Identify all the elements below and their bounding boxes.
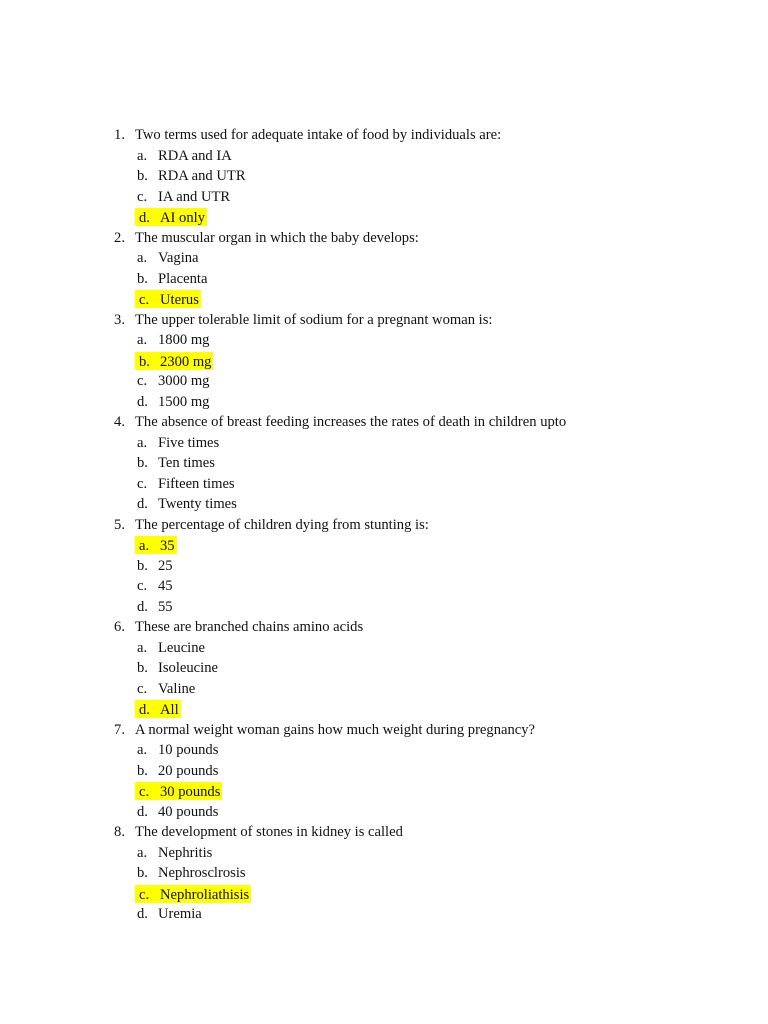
answer-option	[0, 740, 768, 761]
answer-option	[0, 597, 768, 618]
option-letter: c.	[139, 784, 150, 800]
answer-option	[0, 761, 768, 782]
option-letter: b.	[137, 762, 148, 779]
option-letter: d.	[137, 803, 148, 820]
option-letter: b.	[137, 270, 148, 287]
question-text: Two terms used for adequate intake of food by individuals are:	[135, 127, 502, 143]
answer-option	[0, 146, 768, 167]
answer-option	[0, 330, 768, 351]
option-text: RDA and IA	[158, 147, 232, 164]
question-text: The absence of breast feeding increases the rates of death in children upto	[135, 414, 567, 430]
answer-option	[0, 269, 768, 290]
option-text: Placenta	[158, 270, 208, 287]
question-text: These are branched chains amino acids	[135, 619, 364, 635]
option-text: 25	[158, 557, 173, 574]
option-letter: a.	[139, 538, 150, 554]
quiz-document	[0, 125, 768, 925]
answer-highlight	[135, 208, 207, 226]
answer-highlight	[135, 536, 177, 554]
question-number: 2.	[114, 229, 125, 246]
answer-option-highlighted	[0, 535, 768, 556]
option-text: Fifteen times	[158, 475, 235, 492]
question-text: A normal weight woman gains how much weight during pregnancy?	[135, 721, 536, 738]
question-7	[0, 720, 768, 741]
question-2	[0, 228, 768, 249]
option-text: 2300 mg	[160, 353, 212, 370]
option-text: Uterus	[160, 292, 199, 308]
option-letter: c.	[139, 886, 150, 903]
option-text: 1500 mg	[158, 393, 210, 410]
option-text: 55	[158, 598, 173, 615]
question-6	[0, 617, 768, 638]
answer-option	[0, 904, 768, 925]
answer-option	[0, 679, 768, 700]
answer-option	[0, 392, 768, 413]
question-number: 7.	[114, 721, 125, 738]
option-letter: a.	[137, 844, 148, 861]
option-letter: d.	[139, 702, 150, 718]
option-text: 45	[158, 578, 173, 594]
question-4	[0, 412, 768, 433]
answer-option	[0, 863, 768, 884]
question-number: 3.	[114, 311, 125, 328]
answer-option	[0, 166, 768, 187]
answer-highlight	[135, 700, 181, 718]
option-text: Uremia	[158, 906, 202, 922]
answer-option	[0, 248, 768, 269]
option-text: 40 pounds	[158, 803, 219, 820]
option-text: 3000 mg	[158, 373, 210, 389]
option-letter: d.	[137, 906, 148, 922]
option-letter: b.	[137, 455, 148, 471]
option-text: IA and UTR	[158, 188, 231, 205]
option-letter: a.	[137, 639, 148, 656]
option-letter: b.	[137, 557, 148, 574]
answer-option	[0, 453, 768, 474]
answer-option-highlighted	[0, 884, 768, 905]
question-5	[0, 515, 768, 536]
answer-option	[0, 576, 768, 597]
option-letter: b.	[137, 660, 148, 676]
option-text: Valine	[158, 680, 196, 697]
question-3	[0, 310, 768, 331]
option-text: AI only	[160, 210, 205, 226]
option-letter: d.	[137, 598, 148, 615]
question-8	[0, 822, 768, 843]
option-text: Nephrosclrosis	[158, 865, 246, 881]
answer-highlight	[135, 290, 201, 308]
answer-option-highlighted	[0, 207, 768, 228]
option-text: 35	[160, 538, 175, 554]
option-text: All	[160, 702, 179, 718]
answer-option	[0, 802, 768, 823]
option-letter: a.	[137, 250, 148, 266]
option-letter: a.	[137, 332, 148, 348]
option-text: 30 pounds	[160, 784, 221, 800]
option-letter: b.	[139, 353, 150, 370]
option-letter: d.	[139, 210, 150, 226]
question-text: The percentage of children dying from stunting is:	[135, 516, 429, 533]
option-letter: c.	[137, 578, 148, 594]
answer-option	[0, 658, 768, 679]
answer-option	[0, 433, 768, 454]
option-letter: c.	[139, 292, 150, 308]
question-number: 6.	[114, 619, 125, 635]
answer-option	[0, 187, 768, 208]
question-1	[0, 125, 768, 146]
answer-option-highlighted	[0, 781, 768, 802]
option-text: Nephritis	[158, 844, 213, 861]
option-letter: c.	[137, 188, 148, 205]
option-text: Isoleucine	[158, 660, 218, 676]
answer-option	[0, 638, 768, 659]
answer-highlight	[135, 782, 222, 800]
answer-option-highlighted	[0, 351, 768, 372]
option-letter: c.	[137, 475, 148, 492]
option-letter: a.	[137, 742, 148, 758]
option-text: 10 pounds	[158, 742, 219, 758]
answer-option	[0, 474, 768, 495]
option-letter: b.	[137, 865, 148, 881]
option-text: Vagina	[158, 250, 199, 266]
option-text: Leucine	[158, 639, 205, 656]
question-number: 5.	[114, 516, 125, 533]
question-text: The development of stones in kidney is called	[135, 824, 403, 840]
option-text: Nephroliathisis	[160, 886, 250, 903]
option-letter: b.	[137, 168, 148, 184]
option-letter: c.	[137, 680, 148, 697]
option-text: Ten times	[158, 455, 215, 471]
answer-option-highlighted	[0, 289, 768, 310]
answer-option	[0, 556, 768, 577]
answer-option	[0, 843, 768, 864]
answer-highlight	[135, 885, 251, 903]
option-text: Five times	[158, 434, 220, 451]
answer-option-highlighted	[0, 699, 768, 720]
option-letter: a.	[137, 147, 148, 164]
question-number: 8.	[114, 824, 125, 840]
option-text: Twenty times	[158, 496, 237, 512]
question-text: The upper tolerable limit of sodium for a pregnant woman is:	[135, 311, 493, 328]
option-text: 20 pounds	[158, 762, 219, 779]
option-letter: c.	[137, 373, 148, 389]
option-text: 1800 mg	[158, 332, 210, 348]
question-text: The muscular organ in which the baby develops:	[135, 229, 419, 246]
answer-option	[0, 494, 768, 515]
option-letter: d.	[137, 393, 148, 410]
option-text: RDA and UTR	[158, 168, 246, 184]
option-letter: d.	[137, 496, 148, 512]
question-number: 1.	[114, 127, 125, 143]
question-number: 4.	[114, 414, 125, 430]
option-letter: a.	[137, 434, 148, 451]
answer-highlight	[135, 352, 213, 370]
answer-option	[0, 371, 768, 392]
